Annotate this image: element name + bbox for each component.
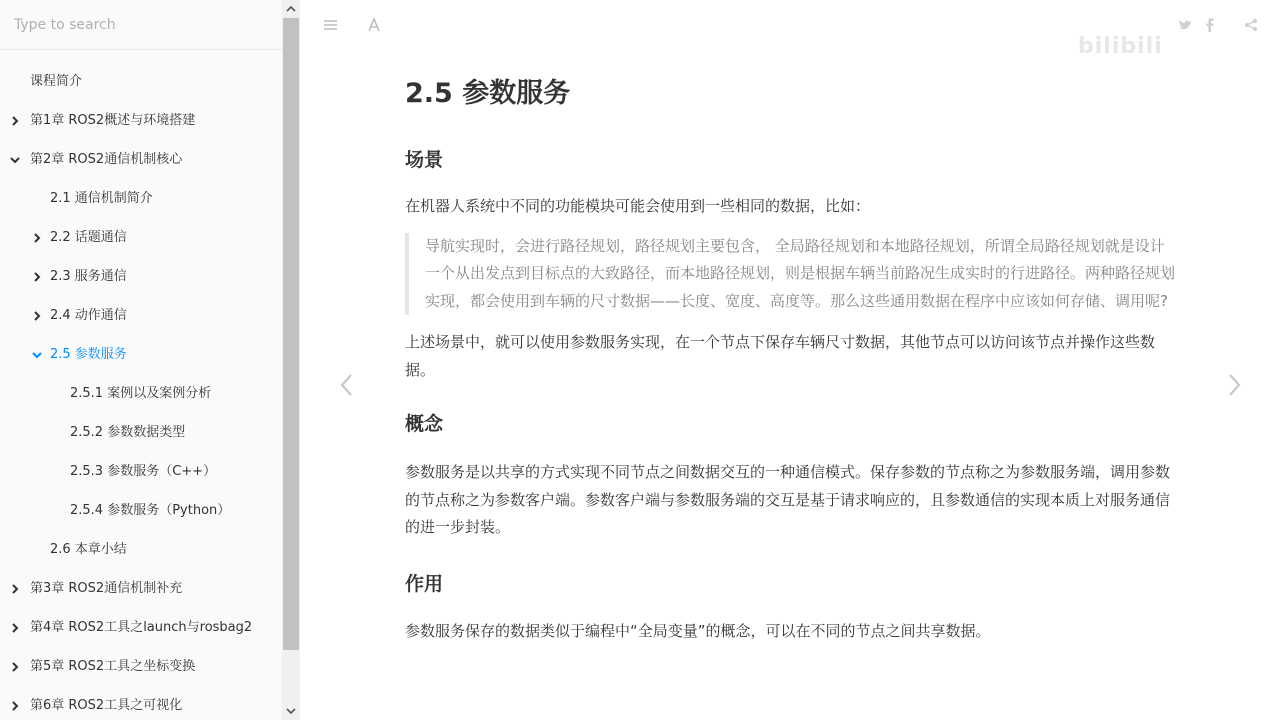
toc-item[interactable]	[0, 452, 282, 491]
toc-item-label: 2.2 话题通信	[50, 230, 127, 245]
toc-item-label: 第1章 ROS2概述与环境搭建	[30, 113, 196, 128]
toc-item-label: 2.5.3 参数服务（C++）	[70, 464, 217, 479]
toc-item-label: 第2章 ROS2通信机制核心	[30, 152, 183, 167]
toc-item[interactable]	[0, 101, 282, 140]
bilibili-watermark-logo: bilibili	[1078, 34, 1163, 59]
share-icon[interactable]	[1240, 14, 1262, 36]
sidebar	[0, 0, 300, 720]
toc-item-label: 第5章 ROS2工具之坐标变换	[30, 659, 196, 674]
toc-item-label: 第3章 ROS2通信机制补充	[30, 581, 183, 596]
toc-item[interactable]	[0, 647, 282, 686]
scene-heading: 场景	[405, 149, 444, 171]
toc-item[interactable]	[0, 530, 282, 569]
toc-item-label: 2.3 服务通信	[50, 269, 127, 284]
toc-item[interactable]	[0, 413, 282, 452]
toc-item[interactable]	[0, 491, 282, 530]
toc-item[interactable]	[0, 218, 282, 257]
toc-item-label: 2.5.2 参数数据类型	[70, 425, 186, 440]
toc-item-label: 第6章 ROS2工具之可视化	[30, 698, 183, 713]
concept-heading: 概念	[405, 413, 444, 435]
toc-item[interactable]	[0, 686, 282, 725]
facebook-icon[interactable]	[1199, 14, 1221, 36]
toc-item-label: 2.5 参数服务	[50, 347, 127, 362]
chevron-down-icon[interactable]	[8, 140, 22, 179]
twitter-icon[interactable]	[1174, 14, 1196, 36]
toc-item-label: 2.4 动作通信	[50, 308, 127, 323]
toc-item-label: 课程简介	[30, 74, 83, 89]
purpose-heading: 作用	[405, 572, 444, 595]
chevron-right-icon[interactable]	[30, 218, 44, 257]
hamburger-icon[interactable]	[319, 14, 341, 36]
concept-paragraph: 参数服务是以共享的方式实现不同节点之间数据交互的一种通信模式。保存参数的节点称之为参数服务端，调用参数的节点称之为参数客户端。参数客户端与参数服务端的交互是基于请求响应的，且参数通信的实现本质上对服务通信的进一步封装。	[405, 463, 1171, 536]
purpose-paragraph: 参数服务保存的数据类似于编程中“全局变量”的概念，可以在不同的节点之间共享数据。	[405, 621, 991, 640]
toc-item[interactable]	[0, 257, 282, 296]
toc-item[interactable]	[0, 608, 282, 647]
chevron-right-icon[interactable]	[8, 686, 22, 725]
scroll-up-arrow-icon[interactable]	[282, 0, 300, 18]
toc-item[interactable]	[0, 569, 282, 608]
article-content	[405, 70, 1175, 645]
chevron-right-icon[interactable]	[8, 569, 22, 608]
scene-intro-paragraph: 在机器人系统中不同的功能模块可能会使用到一些相同的数据，比如：	[405, 197, 871, 215]
toc-item-label: 2.6 本章小结	[50, 542, 127, 557]
toc-item-label: 2.1 通信机制简介	[50, 191, 153, 206]
scroll-thumb[interactable]	[283, 18, 299, 650]
scroll-down-arrow-icon[interactable]	[282, 702, 300, 720]
toc-item[interactable]	[0, 335, 282, 374]
sidebar-scrollbar[interactable]	[282, 0, 300, 720]
toc-item[interactable]	[0, 296, 282, 335]
table-of-contents	[0, 62, 282, 725]
toc-item-label: 2.5.1 案例以及案例分析	[70, 386, 212, 401]
search-bar	[0, 0, 282, 50]
toc-item[interactable]	[0, 374, 282, 413]
chevron-right-icon[interactable]	[8, 647, 22, 686]
toc-item-label: 第4章 ROS2工具之launch与rosbag2	[30, 620, 253, 635]
search-input[interactable]	[0, 0, 282, 50]
toc-item-label: 2.5.4 参数服务（Python）	[70, 503, 231, 518]
chevron-right-icon[interactable]	[8, 101, 22, 140]
scene-summary-paragraph: 上述场景中，就可以使用参数服务实现，在一个节点下保存车辆尺寸数据，其他节点可以访问该节点并操作这些数据。	[405, 333, 1156, 379]
next-page-chevron-right-icon[interactable]	[1220, 360, 1250, 410]
scene-quote: 导航实现时，会进行路径规划，路径规划主要包含， 全局路径规划和本地路径规划，所谓全局路径规划就是设计一个从出发点到目标点的大致路径，而本地路径规划，则是根据车辆当前路况生成实时的行进路径。两种路径规划实现，都会使用到车辆的尺寸数据——长度、宽度、高度等。那么这些通用数据在程序中应该如何存储、调用呢?	[405, 233, 1175, 316]
chevron-right-icon[interactable]	[8, 608, 22, 647]
chevron-down-icon[interactable]	[30, 335, 44, 374]
chevron-right-icon[interactable]	[30, 257, 44, 296]
toc-item[interactable]	[0, 179, 282, 218]
font-settings-icon[interactable]	[363, 14, 385, 36]
page-title: 2.5 参数服务	[405, 78, 571, 109]
previous-page-chevron-left-icon[interactable]	[331, 360, 361, 410]
chevron-right-icon[interactable]	[30, 296, 44, 335]
toc-item[interactable]	[0, 140, 282, 179]
toc-item[interactable]	[0, 62, 282, 101]
